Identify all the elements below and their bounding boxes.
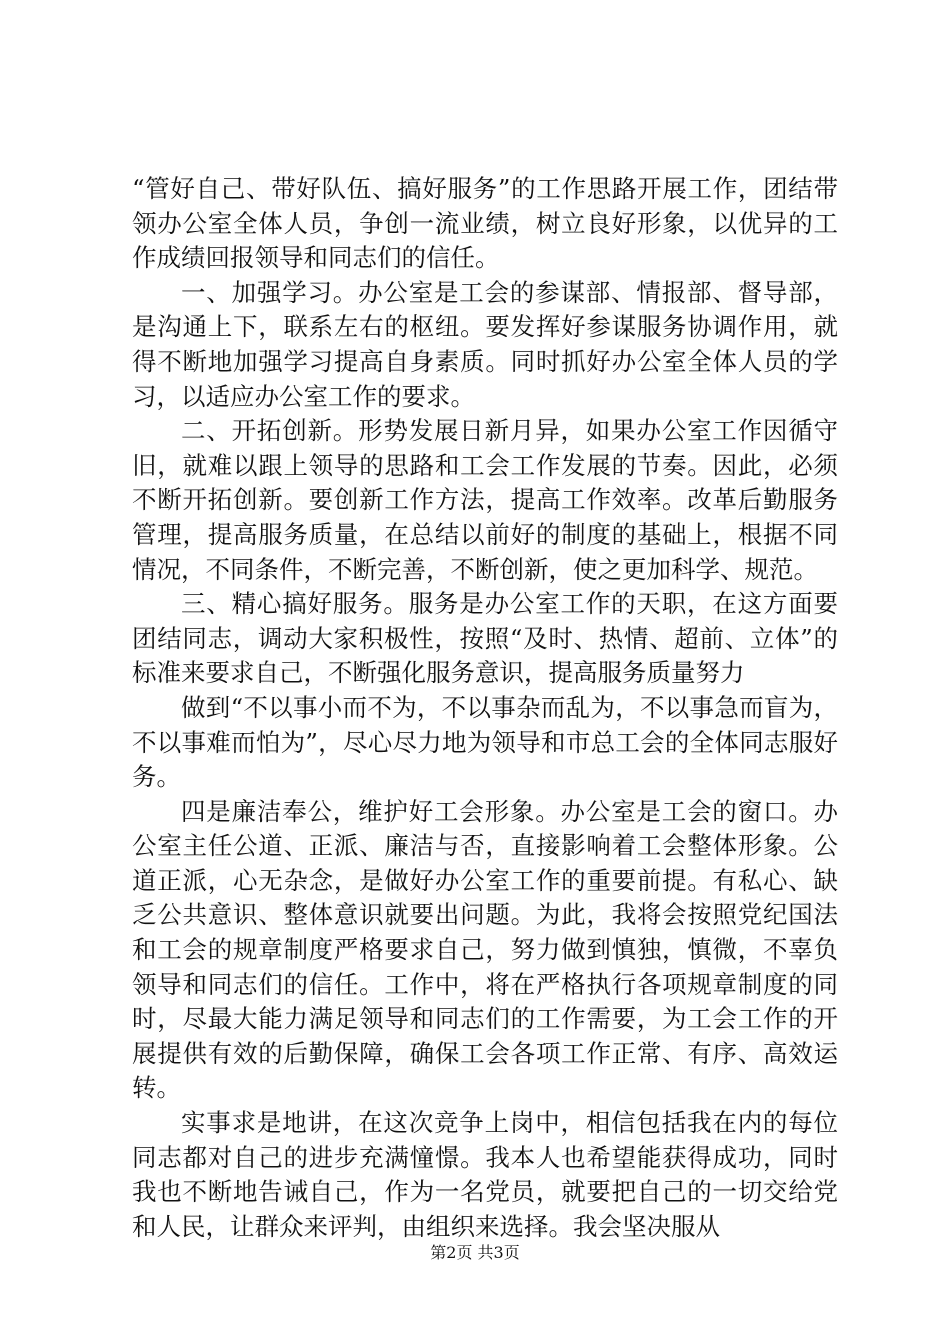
paragraph-service-continued: 做到“不以事小而不为，不以事杂而乱为，不以事急而盲为，不以事难而怕为”，尽心尽力地为领导和市总工会的全体同志服好务。 bbox=[132, 692, 838, 792]
paragraph-innovation: 二、开拓创新。形势发展日新月异，如果办公室工作因循守旧，就难以跟上领导的思路和工会工作发展的节奏。因此，必须不断开拓创新。要创新工作方法，提高工作效率。改革后勤服务管理，提高服务质量，在总结以前好的制度的基础上，根据不同情况，不同条件，不断完善，不断创新，使之更加科学、规范。 bbox=[132, 416, 838, 584]
paragraph-closing: 实事求是地讲，在这次竞争上岗中，相信包括我在内的每位同志都对自己的进步充满憧憬。我本人也希望能获得成功，同时我也不断地告诫自己，作为一名党员，就要把自己的一切交给党和人民，让群众来评判，由组织来选择。我会坚决服从 bbox=[132, 1108, 838, 1241]
paragraph-continuation: “管好自己、带好队伍、搞好服务”的工作思路开展工作，团结带领办公室全体人员，争创一流业绩，树立良好形象，以优异的工作成绩回报领导和同志们的信任。 bbox=[132, 174, 838, 273]
page-number-footer: 第2页 共3页 bbox=[430, 1243, 520, 1262]
paragraph-integrity: 四是廉洁奉公，维护好工会形象。办公室是工会的窗口。办公室主任公道、正派、廉洁与否，直接影响着工会整体形象。公道正派，心无杂念，是做好办公室工作的重要前提。有私心、缺乏公共意识、整体意识就要出问题。为此，我将会按照党纪国法和工会的规章制度严格要求自己，努力做到慎独，慎微，不辜负领导和同志们的信任。工作中，将在严格执行各项规章制度的同时，尽最大能力满足领导和同志们的工作需要，为工会工作的开展提供有效的后勤保障，确保工会各项工作正常、有序、高效运转。 bbox=[132, 796, 838, 1103]
paragraph-service: 三、精心搞好服务。服务是办公室工作的天职，在这方面要团结同志，调动大家积极性，按照“及时、热情、超前、立体”的标准来要求自己，不断强化服务意识，提高服务质量努力 bbox=[132, 589, 838, 688]
document-body bbox=[132, 172, 838, 1244]
paragraph-strengthen-study: 一、加强学习。办公室是工会的参谋部、情报部、督导部，是沟通上下，联系左右的枢纽。要发挥好参谋服务协调作用，就得不断地加强学习提高自身素质。同时抓好办公室全体人员的学习，以适应办公室工作的要求。 bbox=[132, 277, 838, 411]
